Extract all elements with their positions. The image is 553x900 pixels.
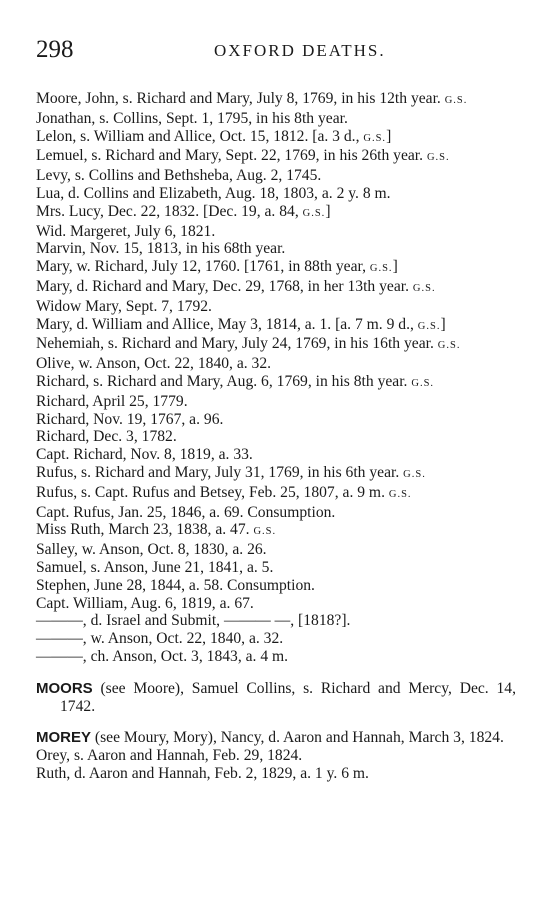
entry-text: Samuel, s. Anson, June 21, 1841, a. 5. (36, 558, 274, 576)
death-entry (36, 373, 516, 393)
source-abbrev: G.S. (363, 132, 387, 144)
source-abbrev: G.S. (302, 207, 326, 219)
entry-text: ] (325, 202, 331, 220)
death-entry (36, 147, 516, 167)
page-number: 298 (36, 36, 74, 63)
entry-text: Orey, s. Aaron and Hannah, Feb. 29, 1824. (36, 747, 303, 765)
source-abbrev: G.S. (388, 488, 412, 500)
entry-text: ] (440, 315, 446, 333)
death-entry (36, 559, 516, 577)
entry-text: Richard, Dec. 3, 1782. (36, 428, 177, 446)
death-entry (36, 258, 516, 278)
death-entry (36, 612, 516, 630)
source-abbrev: G.S. (426, 152, 450, 164)
death-entry (36, 316, 516, 336)
death-entry (36, 128, 516, 148)
morey-section (36, 729, 516, 747)
death-entry (36, 446, 516, 464)
death-entry (36, 747, 516, 765)
entry-text: Richard, s. Richard and Mary, Aug. 6, 1769, in his 8th year. (36, 372, 412, 390)
death-entry (36, 484, 516, 504)
entry-text: Olive, w. Anson, Oct. 22, 1840, a. 32. (36, 355, 272, 373)
source-abbrev: G.S. (403, 468, 426, 480)
source-abbrev: G.S. (253, 526, 277, 538)
death-entry (36, 90, 516, 110)
death-entry (36, 464, 516, 484)
entry-text: Stephen, June 28, 1844, a. 58. Consumption. (36, 576, 315, 594)
death-entry (36, 240, 516, 258)
entry-text: Mary, w. Richard, July 12, 1760. [1761, in 88th year, (36, 258, 370, 276)
death-entry (36, 185, 516, 203)
entry-text: Widow Mary, Sept. 7, 1792. (36, 297, 212, 315)
source-abbrev: G.S. (417, 320, 441, 332)
entry-text: Richard, Nov. 19, 1767, a. 96. (36, 410, 224, 428)
entry-text: Rufus, s. Richard and Mary, July 31, 1769, in his 6th year. (36, 463, 404, 481)
death-entry (36, 355, 516, 373)
source-abbrev: G.S. (437, 340, 461, 352)
entry-text: Ruth, d. Aaron and Hannah, Feb. 2, 1829, a. 1 y. 6 m. (36, 764, 369, 782)
surname-heading: MOREY (36, 729, 92, 747)
moors-section (36, 680, 516, 716)
entry-text: Salley, w. Anson, Oct. 8, 1830, a. 26. (36, 541, 267, 559)
running-title: OXFORD DEATHS. (214, 41, 386, 60)
entry-text: Richard, April 25, 1779. (36, 392, 188, 410)
entry-text: Lelon, s. William and Allice, Oct. 15, 1812. [a. 3 d., (36, 127, 364, 145)
death-entry (36, 541, 516, 559)
death-entry (36, 167, 516, 185)
entry-text: Capt. William, Aug. 6, 1819, a. 67. (36, 594, 254, 612)
page-body (36, 90, 516, 783)
death-entry (36, 298, 516, 316)
entry-text: Mary, d. William and Allice, May 3, 1814, a. 1. [a. 7 m. 9 d., (36, 315, 418, 333)
source-abbrev: G.S. (411, 377, 435, 389)
entry-text: ———, w. Anson, Oct. 22, 1840, a. 32. (36, 630, 284, 648)
death-entry (36, 648, 516, 666)
entry-text: Lemuel, s. Richard and Mary, Sept. 22, 1769, in his 26th year. (36, 147, 427, 165)
entry-text: Moore, John, s. Richard and Mary, July 8, 1769, in his 12th year. (36, 90, 445, 107)
death-entry (36, 765, 516, 783)
moore-section (36, 90, 516, 666)
death-entry (36, 335, 516, 355)
entry-text: ] (392, 258, 398, 276)
entry-text: (see Moore), Samuel Collins, s. Richard and Mercy, Dec. 14, 1742. (60, 679, 516, 715)
entry-text: Levy, s. Collins and Bethsheba, Aug. 2, 1745. (36, 167, 322, 185)
death-entry (36, 521, 516, 541)
death-entry (36, 278, 516, 298)
entry-text: Capt. Richard, Nov. 8, 1819, a. 33. (36, 446, 253, 464)
entry-text: Jonathan, s. Collins, Sept. 1, 1795, in his 8th year. (36, 109, 348, 127)
entry-text: Mary, d. Richard and Mary, Dec. 29, 1768, in her 13th year. (36, 277, 413, 295)
entry-text: Wid. Margeret, July 6, 1821. (36, 222, 216, 240)
source-abbrev: G.S. (369, 263, 393, 275)
entry-text: ———, d. Israel and Submit, ——— —, [1818?]. (36, 612, 351, 630)
death-entry (36, 203, 516, 223)
death-entry (36, 504, 516, 522)
entry-text: Lua, d. Collins and Elizabeth, Aug. 18, 1803, a. 2 y. 8 m. (36, 184, 391, 202)
death-entry (36, 223, 516, 241)
death-entry (36, 428, 516, 446)
entry-text: Mrs. Lucy, Dec. 22, 1832. [Dec. 19, a. 84, (36, 202, 303, 220)
death-entry (36, 595, 516, 613)
page-header (36, 36, 516, 64)
entry-text: Capt. Rufus, Jan. 25, 1846, a. 69. Consumption. (36, 503, 336, 521)
source-abbrev: G.S. (444, 95, 468, 106)
death-entry (36, 630, 516, 648)
source-abbrev: G.S. (412, 282, 436, 294)
death-entry (36, 577, 516, 595)
death-entry (36, 393, 516, 411)
entry-text: (see Moury, Mory), Nancy, d. Aaron and Hannah, March 3, 1824. (91, 729, 504, 747)
entry-text: ———, ch. Anson, Oct. 3, 1843, a. 4 m. (36, 647, 289, 665)
death-entry (36, 110, 516, 128)
entry-text: Nehemiah, s. Richard and Mary, July 24, 1769, in his 16th year. (36, 335, 438, 353)
entry-text: Miss Ruth, March 23, 1838, a. 47. (36, 521, 254, 539)
entry-text: ] (386, 127, 392, 145)
entry-text: Marvin, Nov. 15, 1813, in his 68th year. (36, 240, 286, 258)
morey-entries (36, 747, 516, 783)
entry-text: Rufus, s. Capt. Rufus and Betsey, Feb. 25, 1807, a. 9 m. (36, 483, 389, 501)
surname-heading: MOORS (36, 679, 93, 697)
death-entry (36, 411, 516, 429)
